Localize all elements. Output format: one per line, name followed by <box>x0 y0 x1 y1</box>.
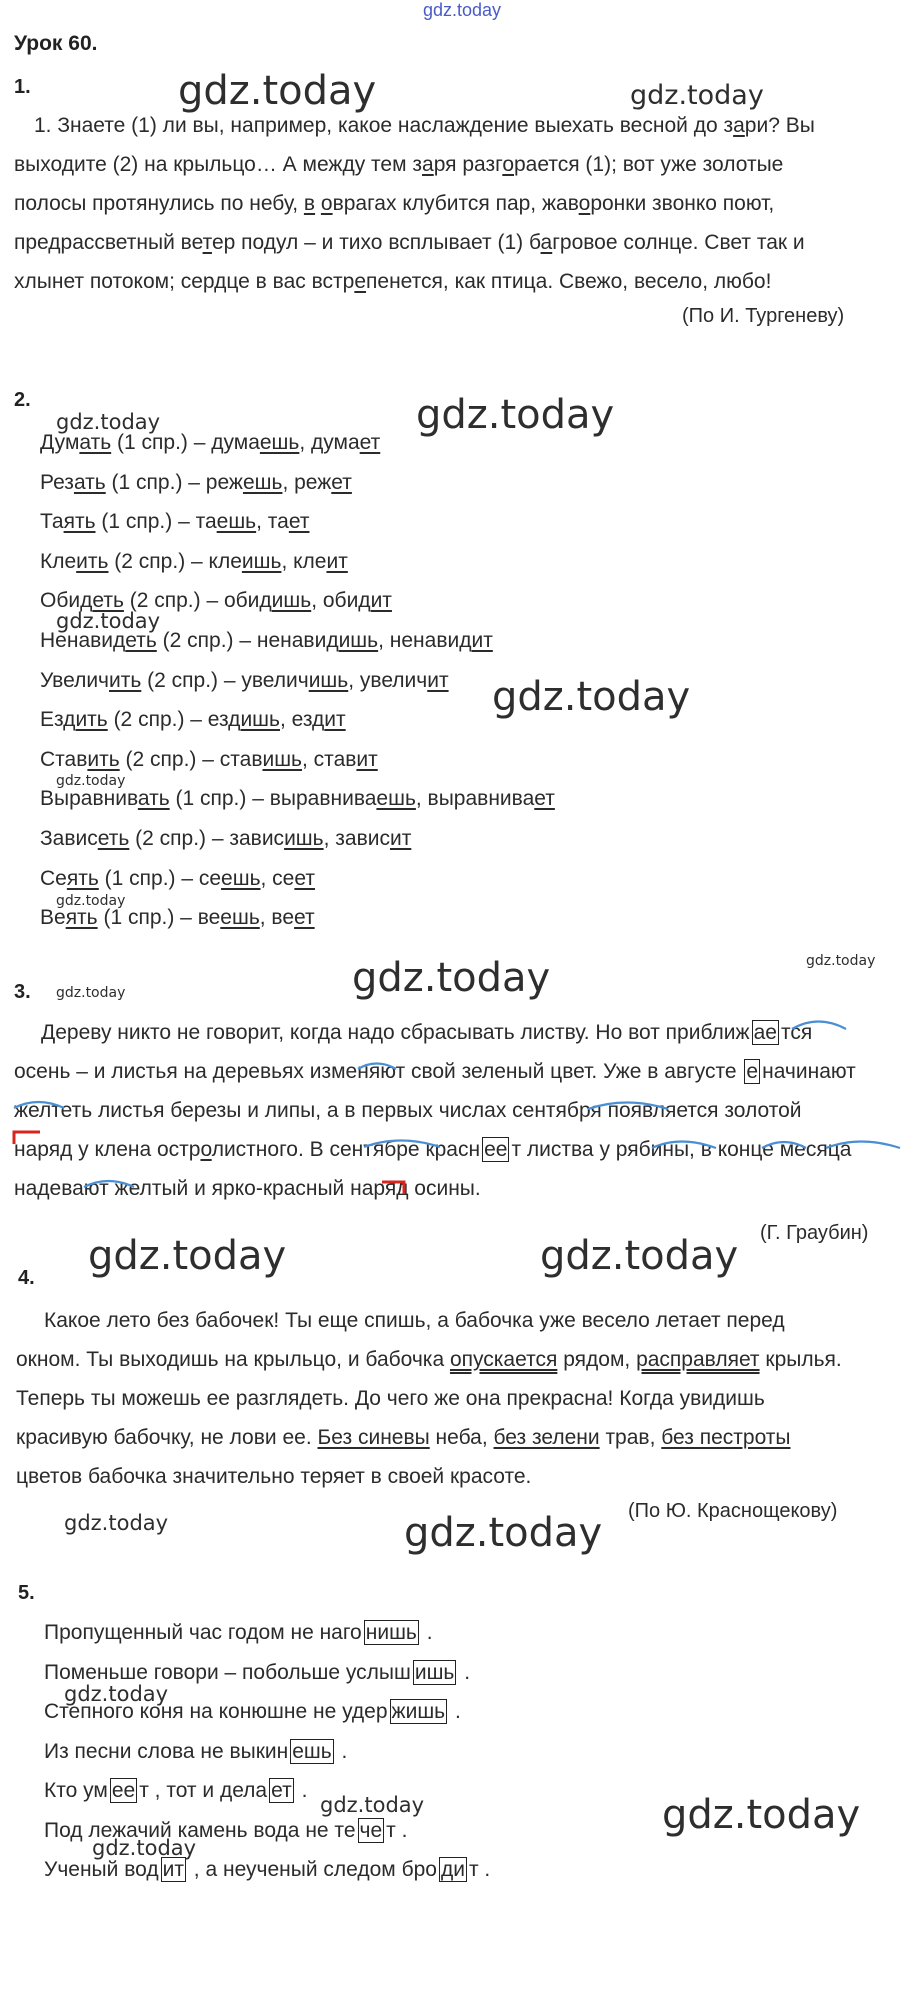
ex1-line: выходите (2) на крыльцо… А между тем заря разгорается (1); вот уже золотые <box>14 153 784 176</box>
ex4-line: Какое лето без бабочек! Ты еще спишь, а бабочка уже весело летает перед <box>44 1309 785 1332</box>
watermark: gdz.today <box>64 1682 169 1706</box>
proverb-row: Из песни слова не выкин ешь . <box>44 1739 348 1763</box>
watermark: gdz.today <box>56 773 126 789</box>
ex4-line: красивую бабочку, не лови ее. Без синевы неба, без зелени трав, без пестроты <box>16 1426 791 1449</box>
verb-row: Веять (1 спр.) – веешь, веет <box>40 906 315 930</box>
watermark: gdz.today <box>92 1836 197 1860</box>
exercise-4-text <box>16 1301 909 1496</box>
verb-row: Ставить (2 спр.) – ставишь, ставит <box>40 747 378 771</box>
exercise-4-attribution: (По Ю. Краснощекову) <box>628 1500 838 1522</box>
proverb-row: Поменьше говори – побольше услыш ишь . <box>44 1660 471 1684</box>
verb-row: Выравнивать (1 спр.) – выравниваешь, выравнивает <box>40 787 555 811</box>
verb-row: Ездить (2 спр.) – ездишь, ездит <box>40 708 346 732</box>
watermark: gdz.today <box>88 1233 287 1279</box>
verb-row: Таять (1 спр.) – таешь, тает <box>40 510 310 534</box>
ex4-line: окном. Ты выходишь на крыльцо, и бабочка опускается рядом, расправляет крылья. <box>16 1348 842 1371</box>
watermark: gdz.today <box>56 609 161 633</box>
ex1-line: хлынет потоком; сердце в вас встрепенется, как птица. Свежо, весело, любо! <box>14 270 772 293</box>
exercise-2-number: 2. <box>14 389 31 411</box>
exercise-1-attribution: (По И. Тургеневу) <box>682 305 845 327</box>
watermark: gdz.today <box>806 953 876 969</box>
ex1-line: предрассветный ветер подул – и тихо всплывает (1) багровое солнце. Свет так и <box>14 231 805 254</box>
ex4-line: Теперь ты можешь ее разглядеть. До чего же она прекрасна! Когда увидишь <box>16 1387 765 1410</box>
ex3-line: осень – и листья на деревьях изменяют свой зеленый цвет. Уже в августе е начинают <box>14 1060 856 1083</box>
ex3-line: надевают желтый и ярко-красный наряд осины. <box>14 1177 481 1200</box>
proverb-row: Под лежачий камень вода не те че т . <box>44 1818 408 1842</box>
exercise-3-number: 3. <box>14 981 31 1003</box>
ex3-line: желтеть листья березы и липы, а в первых числах сентября появляется золотой <box>14 1099 802 1122</box>
watermark: gdz.today <box>64 1511 169 1535</box>
exercise-3-attribution: (Г. Граубин) <box>760 1222 869 1244</box>
ex1-line: полосы протянулись по небу, в оврагах клубится пар, жаворонки звонко поют, <box>14 192 775 215</box>
watermark: gdz.today <box>178 68 377 114</box>
watermark: gdz.today <box>404 1510 603 1556</box>
verb-row: Думать (1 спр.) – думаешь, думает <box>40 431 381 454</box>
exercise-1-number: 1. <box>14 76 31 98</box>
watermark: gdz.today <box>630 80 764 111</box>
exercise-4-number: 4. <box>18 1267 35 1289</box>
ex4-line: цветов бабочка значительно теряет в своей красоте. <box>16 1465 532 1488</box>
watermark: gdz.today <box>56 893 126 909</box>
ex3-line: Дереву никто не говорит, когда надо сбрасывать листву. Но вот приближ ае тся <box>41 1021 813 1044</box>
proverb-row: Пропущенный час годом не наго нишь . <box>44 1621 433 1644</box>
proverb-row: Степного коня на конюшне не удер жишь . <box>44 1700 461 1723</box>
watermark: gdz.today <box>56 985 126 1001</box>
top-watermark: gdz.today <box>422 0 502 20</box>
lesson-title: Урок 60. <box>14 32 98 55</box>
verb-row: Резать (1 спр.) – режешь, режет <box>40 470 352 494</box>
ex3-line: наряд у клена остролистного. В сентябре красн ее т листва у рябины, в конце месяца <box>14 1138 852 1161</box>
verb-row: Зависеть (2 спр.) – зависишь, зависит <box>40 826 412 850</box>
watermark: gdz.today <box>416 392 615 438</box>
verb-row: Обидеть (2 спр.) – обидишь, обидит <box>40 589 392 613</box>
ex1-line: 1. Знаете (1) ли вы, например, какое наслаждение выехать весной до зари? Вы <box>34 114 815 137</box>
verb-row: Клеить (2 спр.) – клеишь, клеит <box>40 549 348 573</box>
verb-row: Увеличить (2 спр.) – увеличишь, увеличит <box>40 668 449 692</box>
watermark: gdz.today <box>56 410 161 434</box>
exercise-5-number: 5. <box>18 1582 35 1604</box>
watermark: gdz.today <box>662 1792 861 1838</box>
proverb-row: Ученый вод ит , а неученый следом бро ди т . <box>44 1858 491 1881</box>
watermark: gdz.today <box>320 1793 425 1817</box>
verb-row: Ненавидеть (2 спр.) – ненавидишь, ненавидит <box>40 628 493 652</box>
watermark: gdz.today <box>540 1233 739 1279</box>
proverb-row: Кто ум ее т , тот и дела ет . <box>44 1779 308 1802</box>
verb-row: Сеять (1 спр.) – сеешь, сеет <box>40 866 315 890</box>
watermark: gdz.today <box>352 955 551 1001</box>
watermark: gdz.today <box>492 674 691 720</box>
